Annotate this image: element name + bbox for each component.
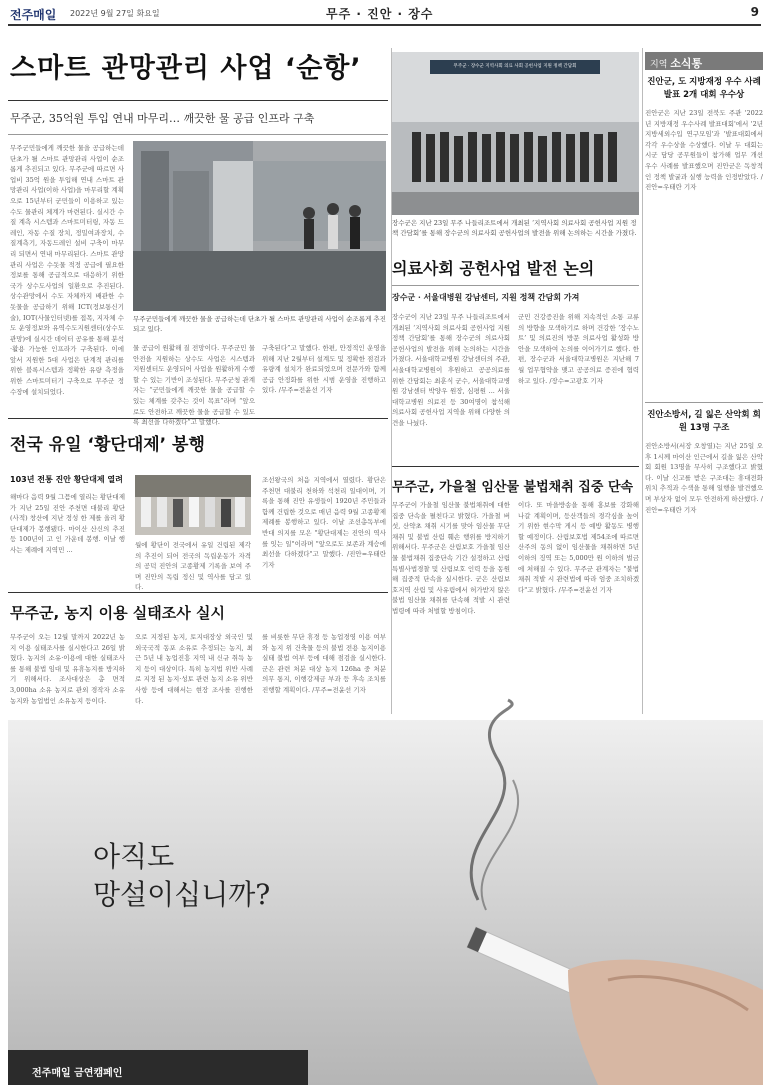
masthead-logo: 전주매일 <box>10 8 57 22</box>
article1-body-col1: 무주군민들에게 깨끗한 물을 공급하는데 단초가 될 스마트 관망관리 사업이 순조롭게 추진되고 있다. 무주군에 따르면 사업비 35억 원을 투입해 연내 스마트 관망관리 사업(이하 사업)을 마무리할 계획으로 15년부터 군민들이 이용하고 있는 수도 물관리 체계가 마련된다. 실시간 수질 계측 시스템과 스마트미터링, 자동 드레인, 자동 수질 장치, 정밀여과장치, 수질계측기, 자동드레인 설비 구축이 마무리 되면서 연내 마무리된다. 스마트 관망관리 사업은 수돗물 적정 공급에 필요한 정보를 통해 공급적으로 대응하기 위한 국가 상수도사업의 일환으로 추진된다. 상수관망에서 수도 자체까지 배관한 수돗물을 공급하기 위해 ICT(정보통신기술), IOT(사물인터넷)를 접목, 지자체 수도 운영정보와 유역수도지원센터(상수도관망)에 실시간 데이터 공유를 통해 분석·활용 가능한 인프라가 구축된다. 이에 앞서 지원한 5대 사업은 단계적 관리를 위한 블록시스템과 정확한 유량 측정을 위한 스마트미터기 구축으로 무주군 정수장에 설치되었다. <box>10 144 124 396</box>
anti-smoking-ad <box>8 720 763 1085</box>
article5-body-col2: 이다. 또 마을방송을 통해 홍보를 강화해 나갈 계획이며, 등산객들의 경각심을 높이기 위한 현수막 게시 등 예방 활동도 병행할 예정이다. 산림보호법 제54조에 따르면 산주의 동의 없이 임산물을 채취하면 5년 이하의 징역 또는 5,000만 원 이하의 벌금에 처해질 수 있다. 무주군 관계자는 "불법 채취 적발 시 관련법에 따라 엄중 조치하겠다"고 밝혔다. /무주=전윤선 기자 <box>518 501 639 594</box>
article4-subhead: 장수군 · 서울대병원 강남센터, 지원 정책 간담회 가져 <box>392 292 580 302</box>
article2-body-col2: 월에 황단이 전국에서 유일 건립된 제각의 추진이 되어 전국의 독립운동가 자격의 공덕 진안의 고종황제 기록을 보여 주며 진안의 독립 정신 및 역사를 담고 있다. <box>135 541 251 592</box>
article1-headline: 스마트 관망관리 사업 ‘순항’ <box>10 53 362 84</box>
article3-body-col1: 무주군이 오는 12월 말까지 2022년 농지 이용 실태조사를 실시한다고 26일 밝혔다. 농지의 소유·이용에 대한 실태조사를 통해 불법 임대 및 유휴농지를 방지하기 위해서다. 조사대상은 총 면적 3,000ha 소유 농지로 관외 경작자 소유 농지와 농업법인 소유농지 등이다. <box>10 633 125 705</box>
sidebar-tag-prefix: 지역 <box>650 60 668 70</box>
article2-body-col1: 해마다 음력 9월 그믐에 열리는 황단대제가 지난 25일 진안 주천면 대불리 황단(사적) 창산에 지난 정성 한 제를 올려 황단대제가 봉행됐다. 마이산 산신의 추진 등 100년이 고 인 가운데 봉행. 이날 행사는 제례에 지역민 ... <box>10 493 125 554</box>
sidebar-tag-title: 소식통 <box>670 57 703 70</box>
article2-body-col3: 조선왕국의 처음 지역에서 열렸다. 황단은 주천면 대불리 천하와 석천리 일대이며, 기록을 통해 진안 유생들이 1920년 주민들과 함께 건립한 것으로 매년 음력 9월 고종황제 제례를 봉행하고 있다. 이날 조선총독부에 반대 의지를 모은 "황단대제는 진안의 역사를 잇는 일"이라며 "앞으로도 보존과 계승에 최선을 다하겠다"고 말했다. /진안=우태란 기자 <box>262 476 386 569</box>
article4-photo-caption: 장수군은 지난 23일 무주 나들리조트에서 개최된 ‘지역사회 의료사회 공헌사업 지원 정책 간담회’를 통해 장수군의 의료사회 공헌사업의 발전을 위해 논의하는 시간을 가졌다. <box>392 219 637 237</box>
sidebar-item1-title: 진안군, 도 지방재정 우수 사례 발표 2개 대회 우수상 <box>647 77 761 100</box>
ad-line2: 망설이십니까? <box>93 878 271 911</box>
ceremony-photo <box>135 475 251 535</box>
article1-body-col2: 물 공급이 원활해 질 전망이다. 무주군민 물 안전을 지원하는 상수도 사업은 시스템과 지원센터도 운영되어 사업을 원활하게 수행할 수 있는 기반이 조성된다. 무주군청 관계자는 “군민들에게 깨끗한 물을 공급할 수 있는 체계를 갖추는 것이 목표”라며 “앞으로도 안전하고 깨끗한 물을 공급할 수 있도록 최선을 다하겠다”고 말했다. <box>133 344 255 427</box>
local-news-sidebar <box>645 52 763 716</box>
sidebar-item2-title: 진안소방서, 길 잃은 산악회 회원 13명 구조 <box>647 410 761 433</box>
article4-headline: 의료사회 공헌사업 발전 논의 <box>392 259 595 278</box>
sidebar-tag <box>645 52 763 70</box>
article1-subhead: 무주군, 35억원 투입 연내 마무리… 깨끗한 물 공급 인프라 구축 <box>10 112 315 125</box>
article4-body-col1: 장수군이 지난 23일 무주 나들리조트에서 개최된 ‘지역사회 의료사회 공헌사업 지원 정책 간담회’를 통해 장수군의 의료사회 공헌사업의 발전을 위해 논의하는 시간을 가졌다. 서울대학교병원 강남센터의 주관, 서울대학교병원이 후원하고 공공의료를 위한 간담회는 최훈식 군수, 서울대학교병원 강남센터 박양우 원장, 심평원 ... 서울대학교병원 의료진 등 30여명이 참석해 의료사회 공헌사업 지역을 위해 다양한 의견을 나눴다. <box>392 313 510 427</box>
ad-footer: 전주매일 금연캠페인 <box>32 1068 123 1079</box>
article5-body-col1: 무주군이 가을철 임산물 불법채취에 대한 집중 단속을 펼친다고 밝혔다. 가을철 버섯, 산약초 채취 시기를 맞아 임산물 무단 채취 및 불법 산림 훼손 행위를 방지하기 위해서다. 무주군은 산림보호 가을철 임산물 불법채취 집중단속 기간 설정하고 산림특별사법경찰 및 산림보호 인력 등을 동원해 집중적 단속을 실시한다. 군은 산림보호지역 산림 및 사유림에서 허가받지 않은 불법 임산물 채취를 단속해 적발 시 관련 법령에 따라 처벌할 방침이다. <box>392 501 510 615</box>
section-title: 무주 · 진안 · 장수 <box>326 7 434 21</box>
article5-headline: 무주군, 가을철 임산물 불법채취 집중 단속 <box>392 480 634 495</box>
page-number: 9 <box>750 5 759 19</box>
article3-body-col2: 으로 지정된 농지, 토지대장상 외국인 및 외국국적 동포 소유로 추정되는 농지, 최근 5년 내 농업진흥 지역 내 신규 취득 농지 등이 대상이다. 특히 농지법 위반 사례로 지정 된 농지·성토 관련 농지 소유 위반 사항 등에 대해서는 현장 조사를 진행한다. <box>135 633 253 705</box>
sidebar-item2-body: 진안소방서(서장 오창열)는 지난 25일 오후 1시께 마이산 인근에서 길을 잃은 산악회 회원 13명을 무사히 구조했다고 밝혔다. 이날 신고를 받은 구조대는 휴대전화 위치 추적과 수색을 통해 일행을 발견했으며 부상자 없이 모두 안전하게 하산했다. /진안=우태란 기자 <box>645 442 763 514</box>
sidebar-item1-body: 진안군은 지난 23일 전북도 주관 '2022년 지방재정 우수사례 발표대회'에서 '2년 지방세외수입 연구모임'과 '발표대회에서 각각 우수상을 수상했다. 이날 두 대회는 시군 담당 공무원들이 참가해 업무 개선 우수 사례를 발표했으며 진안군은 독창적인 정책 발굴과 실행 능력을 인정받았다. /진안=우태란 기자 <box>645 109 763 192</box>
meeting-group-photo <box>392 52 639 215</box>
water-facility-photo <box>133 141 386 311</box>
ad-headline <box>93 838 270 914</box>
page-header <box>8 4 761 26</box>
article3-headline: 무주군, 농지 이용 실태조사 실시 <box>10 604 225 622</box>
article1-body-col3: 구축된다”고 말했다. 한편, 안정적인 운영을 위해 지난 2월부터 설계도 및 정확한 점검과 유량계 설치가 완료되었으며 전문가와 함께 공급 안정화를 위한 시범 운영을 진행하고 있다. /무주=전윤선 기자 <box>262 344 386 395</box>
meeting-banner-text: 무주군 · 장수군 지역사회 의료 사회 공헌사업 지원 정책 간담회 <box>453 64 577 69</box>
article3-body-col3: 를 비롯한 무단 휴경 등 농업경영 이용 여부와 농지 위 건축물 등의 불법 전용 농지이용실태 불법 여부 등에 대해 점검을 실시한다. 군은 관련 처분 대상 농지 126ha 중 처분 의무 통지, 이행강제금 부과 등 후속 조치를 진행할 계획이다. /무주=전윤선 기자 <box>262 633 386 694</box>
article1-photo-caption: 무주군민들에게 깨끗한 물을 공급하는데 단초가 될 스마트 관망관리 사업이 순조롭게 추진되고 있다. <box>133 315 386 333</box>
issue-date: 2022년 9월 27일 화요일 <box>70 9 160 18</box>
article4-body-col2: 군민 건강증진을 위해 지속적인 소통 교류의 방향을 모색하기로 하며 건강한 ‘장수노트’ 및 의료진의 방문 의료사업 활성화 방안을 모색하여 논의를 이어가기로 했다. 한편, 장수군과 서울대학교병원은 지난해 7월 업무협약을 맺고 공공의료 증진에 협력하고 있다. /장수=고광호 기자 <box>518 313 639 385</box>
article2-headline: 전국 유일 ‘황단대제’ 봉행 <box>10 435 205 455</box>
ad-line1: 아직도 <box>93 840 175 873</box>
article2-subhead: 103년 전통 진안 황단대제 열려 <box>10 475 123 484</box>
